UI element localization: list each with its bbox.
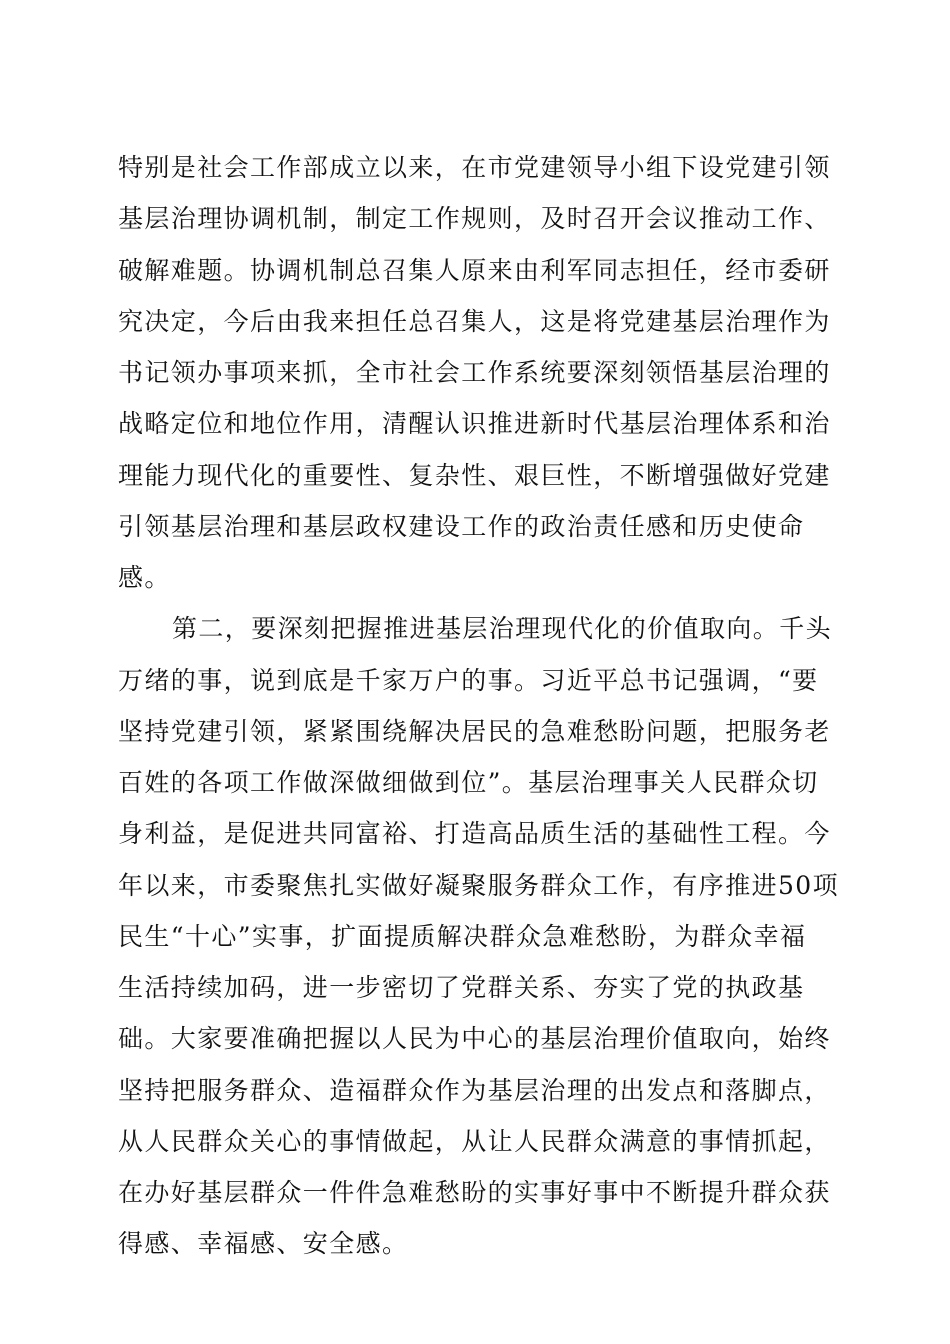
text-line-14: 身利益，是促进共同富裕、打造高品质生活的基础性工程。今: [118, 819, 831, 849]
text-line-15: 年以来，市委聚焦扎实做好凝聚服务群众工作，有序推进50项: [118, 870, 840, 900]
paragraph-2-first-line: 第二，要深刻把握推进基层治理现代化的价值取向。千头: [172, 614, 833, 644]
text-line-20: 从人民群众关心的事情做起，从让人民群众满意的事情抓起，: [118, 1126, 831, 1156]
text-line-6: 战略定位和地位作用，清醒认识推进新时代基层治理体系和治: [118, 409, 831, 439]
text-line-19: 坚持把服务群众、造福群众作为基层治理的出发点和落脚点，: [118, 1075, 831, 1105]
text-line-3: 破解难题。协调机制总召集人原来由利军同志担任，经市委研: [118, 255, 831, 285]
text-line-18: 础。大家要准确把握以人民为中心的基层治理价值取向，始终: [118, 1024, 831, 1054]
text-line-13: 百姓的各项工作做深做细做到位”。基层治理事关人民群众切: [118, 768, 819, 797]
text-line-4: 究决定，今后由我来担任总召集人，这是将党建基层治理作为: [118, 306, 831, 336]
text-line-5: 书记领办事项来抓，全市社会工作系统要深刻领悟基层治理的: [118, 358, 831, 387]
text-line-1: 特别是社会工作部成立以来，在市党建领导小组下设党建引领: [118, 153, 831, 182]
text-line-16: 民生“十心”实事，扩面提质解决群众急难愁盼，为群众幸福: [118, 921, 807, 951]
text-line-11: 万绪的事，说到底是千家万户的事。习近平总书记强调，“要: [118, 665, 819, 695]
text-line-17: 生活持续加码，进一步密切了党群关系、夯实了党的执政基: [118, 973, 805, 1002]
text-line-12: 坚持党建引领，紧紧围绕解决居民的急难愁盼问题，把服务老: [118, 716, 831, 746]
text-line-22: 得感、幸福感、安全感。: [118, 1229, 409, 1259]
text-line-21: 在办好基层群众一件件急难愁盼的实事好事中不断提升群众获: [118, 1178, 831, 1207]
text-line-8: 引领基层治理和基层政权建设工作的政治责任感和历史使命: [118, 511, 805, 541]
body-text: [118, 142, 838, 1270]
text-line-7: 理能力现代化的重要性、复杂性、艰巨性，不断增强做好党建: [118, 460, 831, 490]
text-line-9: 感。: [118, 563, 171, 592]
text-line-2: 基层治理协调机制，制定工作规则，及时召开会议推动工作、: [118, 204, 831, 234]
